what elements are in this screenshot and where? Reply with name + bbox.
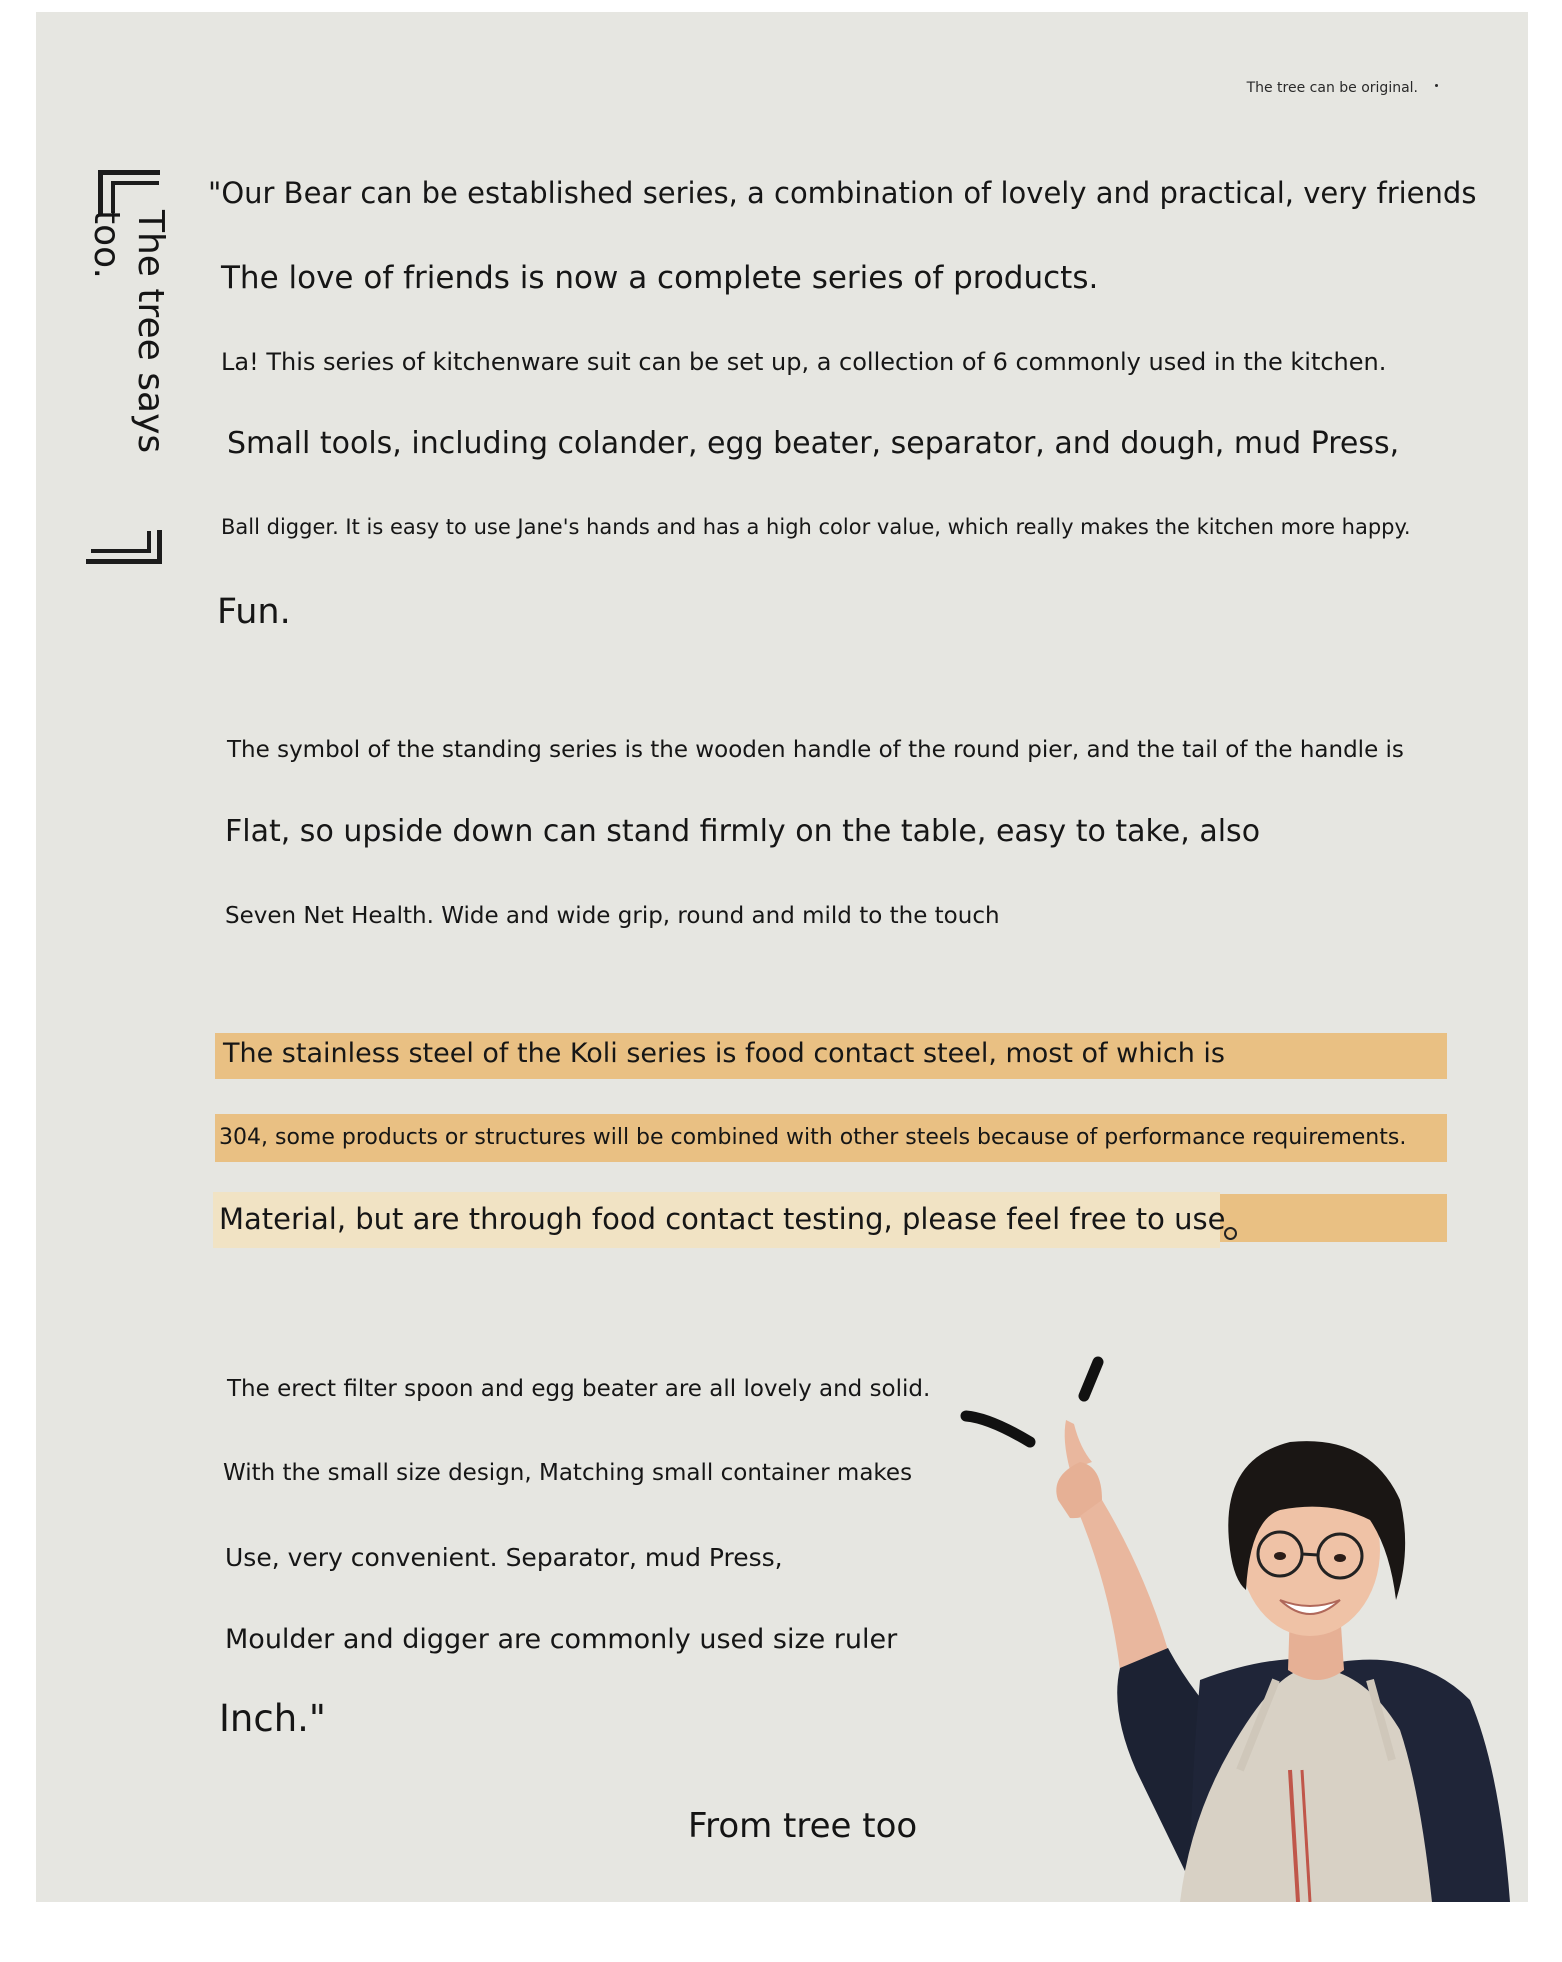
p1-line-5: Ball digger. It is easy to use Jane's hands and has a high color value, which really makes the kitchen more happy. (221, 515, 1411, 539)
p1-line-4: Small tools, including colander, egg beater, separator, and dough, mud Press, (227, 426, 1400, 461)
person-pointing-up (1040, 1350, 1510, 1902)
p3-line-2: 304, some products or structures will be combined with other steels because of performance requirements. (219, 1125, 1407, 1150)
open-bracket-icon (98, 170, 160, 214)
p2-line-1: The symbol of the standing series is the wooden handle of the round pier, and the tail of the handle is (227, 737, 1404, 763)
vertical-title: The tree says too. (86, 210, 171, 454)
p4-line-3: Use, very convenient. Separator, mud Press, (225, 1543, 783, 1572)
p4-line-2: With the small size design, Matching small container makes (223, 1460, 913, 1486)
p1-line-3: La! This series of kitchenware suit can be set up, a collection of 6 commonly used in the kitchen. (221, 348, 1387, 376)
small-circle-icon (1224, 1227, 1237, 1240)
p4-line-4: Moulder and digger are commonly used size ruler (225, 1624, 898, 1655)
close-bracket-icon (86, 530, 162, 564)
p3-line-1: The stainless steel of the Koli series is food contact steel, most of which is (223, 1038, 1225, 1069)
p3-line-3: Material, but are through food contact testing, please feel free to use (219, 1202, 1226, 1236)
signature: From tree too (688, 1806, 918, 1846)
p1-line-1: "Our Bear can be established series, a combination of lovely and practical, very friends (208, 176, 1477, 210)
p2-line-3: Seven Net Health. Wide and wide grip, round and mild to the touch (225, 903, 1000, 929)
corner-dot-icon (1435, 84, 1438, 87)
p1-line-2: The love of friends is now a complete series of products. (221, 260, 1099, 296)
p4-line-5: Inch." (219, 1697, 326, 1740)
corner-note: The tree can be original. (1246, 80, 1418, 96)
p4-line-1: The erect filter spoon and egg beater are all lovely and solid. (227, 1376, 931, 1402)
p1-line-6: Fun. (217, 592, 291, 632)
p2-line-2: Flat, so upside down can stand firmly on the table, easy to take, also (225, 814, 1261, 849)
